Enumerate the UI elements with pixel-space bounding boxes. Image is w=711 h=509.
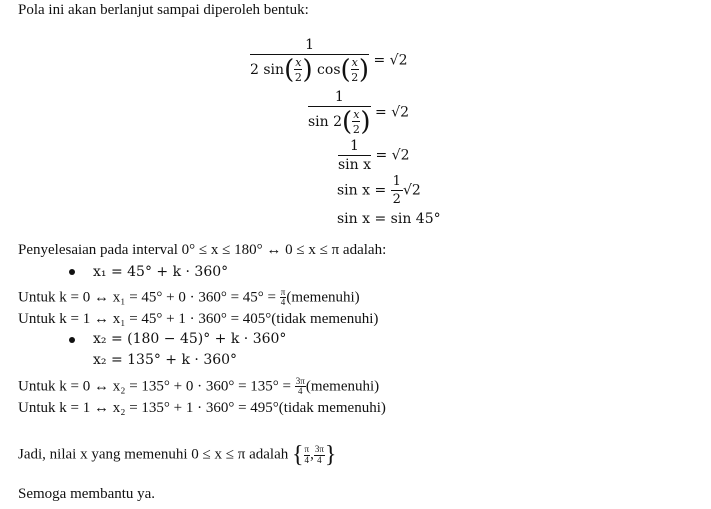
eq4-frac-den: 2	[392, 192, 401, 207]
equation-1	[250, 37, 408, 86]
arg-num: x	[295, 56, 302, 69]
bullet-dot	[69, 269, 75, 275]
bullet-2b-text: x₂ = 135° + k · 360°	[93, 352, 238, 368]
eq4-fraction	[391, 175, 403, 206]
paren-open: (	[342, 107, 353, 138]
case-1a-tail: (memenuhi)	[286, 289, 360, 306]
case-1a	[18, 288, 360, 308]
arg-den: 2	[351, 70, 359, 84]
eq2-numerator: 1	[308, 90, 371, 107]
interval-line: Penyelesaian pada interval 0° ≤ x ≤ 180° ↔ 0 ≤ x ≤ π adalah:	[18, 242, 387, 258]
frac-den: 4	[304, 454, 310, 465]
eq1-fraction	[250, 37, 370, 86]
conclusion-frac-2	[314, 445, 325, 465]
bullet-1-text: x₁ = 45° + k · 360°	[93, 264, 229, 280]
eq2-fraction	[308, 89, 371, 138]
equation-2	[308, 89, 410, 138]
case-2a-tail: (memenuhi)	[305, 378, 380, 395]
bullet-dot	[69, 337, 75, 343]
frac-den: 4	[280, 297, 286, 308]
eq1-cos: cos	[317, 62, 341, 79]
frac-num: π	[280, 287, 286, 297]
arg-den: 2	[294, 70, 302, 84]
brace-open: {	[291, 442, 304, 468]
eq2-denominator	[308, 107, 371, 138]
intro-text: Pola ini akan berlanjut sampai diperoleh bentuk:	[18, 2, 309, 18]
eq1-denominator	[250, 55, 370, 86]
paren-close: )	[360, 107, 371, 138]
eq3-rhs: = √2	[375, 147, 410, 164]
eq4-frac-num: 1	[392, 174, 401, 189]
paren-close: )	[302, 55, 313, 86]
comma: ,	[310, 446, 314, 463]
arg-num: x	[353, 108, 360, 121]
eq1-coef: 2	[250, 62, 259, 79]
equation-3	[338, 139, 410, 172]
arg-den: 2	[352, 122, 360, 136]
frac-num: 3π	[295, 376, 305, 386]
equation-4	[337, 175, 421, 206]
eq4-rhs: √2	[402, 182, 421, 199]
closing-text: Semoga membantu ya.	[18, 486, 156, 502]
paren-close: )	[358, 55, 370, 86]
paren-open: (	[284, 55, 295, 86]
eq3-fraction	[338, 139, 371, 172]
case-1a-left: Untuk k = 0 ↔ x₁ = 45° + 0 · 360° = 45° =	[18, 289, 277, 306]
bullet-2a-text: x₂ = (180 − 45)° + k · 360°	[93, 331, 287, 347]
case-2a	[18, 377, 379, 397]
conclusion	[18, 443, 336, 467]
eq2-rhs: = √2	[375, 104, 410, 121]
eq3-denominator: sin x	[338, 157, 372, 173]
eq3-numerator: 1	[338, 139, 371, 156]
equation-5: sin x = sin 45°	[337, 211, 441, 227]
frac-num: 3π	[314, 444, 324, 455]
case-2b: Untuk k = 1 ↔ x₂ = 135° + 1 · 360° = 495°(tidak memenuhi)	[18, 400, 386, 416]
case-1b: Untuk k = 1 ↔ x₁ = 45° + 1 · 360° = 405°(tidak memenuhi)	[18, 311, 379, 327]
eq1-sin: sin	[263, 62, 285, 79]
eq1-arg2	[351, 57, 359, 83]
frac-num: π	[304, 444, 310, 455]
case-2a-fraction	[295, 377, 306, 397]
brace-close: }	[324, 442, 337, 468]
eq1-numerator: 1	[250, 38, 369, 55]
arg-num: x	[351, 56, 358, 69]
eq4-lhs: sin x =	[337, 182, 387, 199]
frac-den: 4	[298, 386, 303, 397]
frac-den: 4	[317, 454, 322, 465]
eq1-rhs: = √2	[373, 52, 408, 69]
case-2a-left: Untuk k = 0 ↔ x₂ = 135° + 0 · 360° = 135° =	[18, 378, 292, 395]
conclusion-left: Jadi, nilai x yang memenuhi 0 ≤ x ≤ π adalah	[18, 446, 289, 463]
paren-open: (	[340, 55, 351, 86]
eq2-den-prefix: sin 2	[308, 114, 343, 131]
